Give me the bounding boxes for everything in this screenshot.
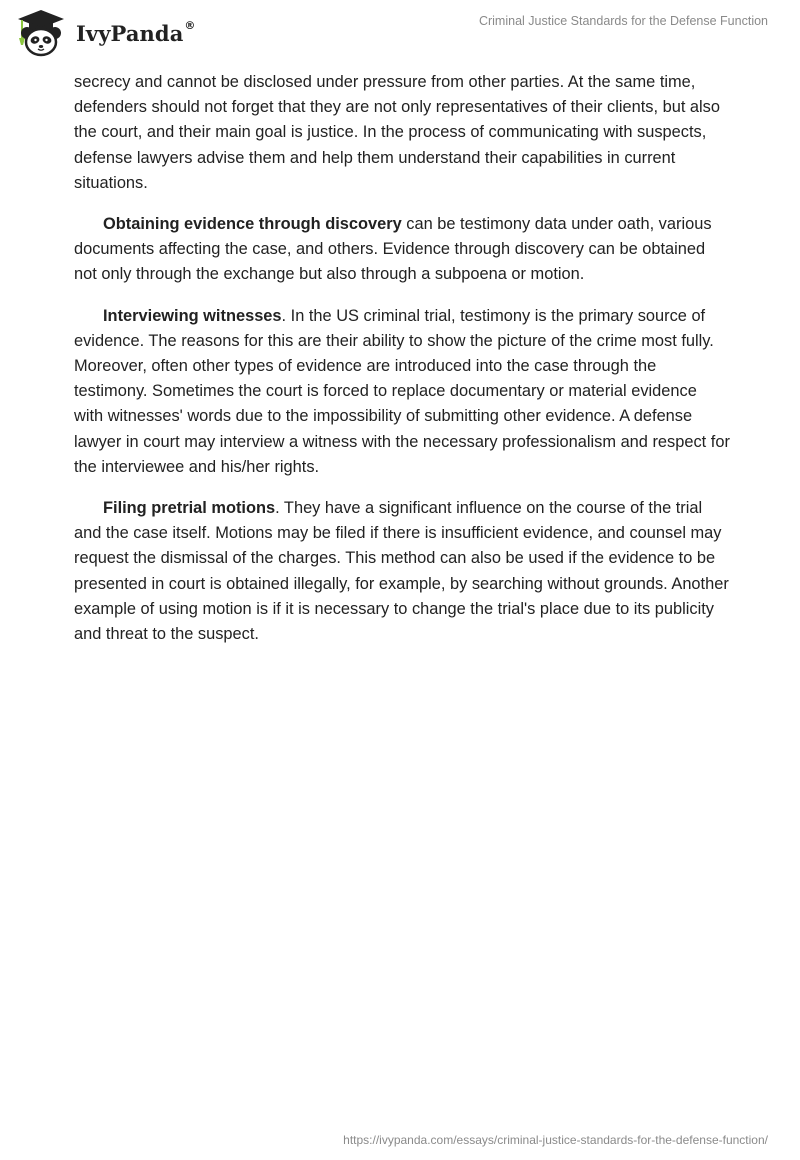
registered-mark: ® [184,18,196,32]
essay-body [74,70,730,663]
paragraph-continuation [74,70,730,196]
paragraph-heading: Obtaining evidence through discovery [103,215,402,234]
paragraph-text: can be testimony data under oath, various documents affecting the case, and others. Evidence through discovery can be obtained not only through the exchange but also through a subpoena or motion. [74,215,712,284]
paragraph-text: . In the US criminal trial, testimony is the primary source of evidence. The reasons for this are their ability to show the picture of the crime most fully. Moreover, often other types of evidence are introduced into the case through the testimony. Sometimes the court is forced to replace documentary or material evidence with witnesses' words due to the impossibility of submitting other evidence. A defense lawyer in court may interview a witness with the necessary professionalism and respect for the interviewee and his/her rights. [74,306,730,476]
brand-name: IvyPanda® [76,18,196,46]
page-header [0,0,800,64]
paragraph-interviewing-witnesses [74,304,730,480]
paragraph-text: . They have a significant influence on the course of the trial and the case itself. Motions may be filed if there is insufficient evidence, and counsel may request the dismissal of the charges. This method can also be used if the evidence to be presented in court is obtained illegally, for example, by searching without grounds. Another example of using motion is if it is necessary to change the trial's place due to its publicity and threat to the suspect. [74,499,729,644]
source-url[interactable]: https://ivypanda.com/essays/criminal-justice-standards-for-the-defense-function/ [343,1133,768,1147]
ivypanda-logo[interactable] [14,8,196,58]
paragraph-obtaining-evidence [74,212,730,288]
paragraph-filing-motions [74,496,730,647]
paragraph-heading: Interviewing witnesses [103,306,282,325]
paragraph-text: secrecy and cannot be disclosed under pressure from other parties. At the same time, defenders should not forget that they are not only representatives of their clients, but also the court, and their main goal is justice. In the process of communicating with suspects, defense lawyers advise them and help them understand their capabilities in current situations. [74,73,720,192]
document-title: Criminal Justice Standards for the Defense Function [478,14,768,28]
panda-graduation-cap-icon [14,8,68,58]
paragraph-heading: Filing pretrial motions [103,499,276,518]
